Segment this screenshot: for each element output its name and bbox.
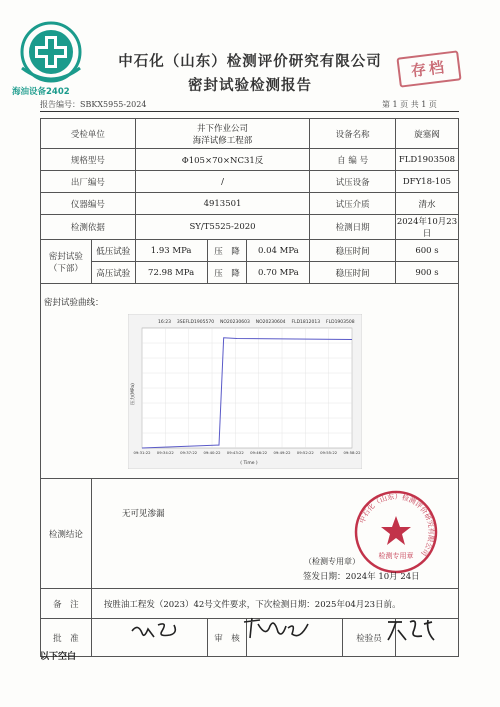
official-seal	[352, 488, 440, 576]
company-logo	[12, 18, 90, 86]
pressure-drop-value: 0.04 MPa	[247, 240, 310, 262]
remark-label: 备 注	[41, 589, 92, 619]
self-number-label: 自 编 号	[310, 149, 396, 171]
x-tick-label: 09:31:22	[133, 450, 151, 455]
hold-time-value: 600 s	[395, 240, 458, 262]
x-tick-label: 09:55:22	[320, 450, 338, 455]
chart-x-label: ( Time )	[240, 461, 258, 466]
spec-value: Φ105×70×NC31反	[135, 149, 310, 171]
client-line-2: 海洋试修工程部	[192, 135, 253, 146]
basis-value: SY/T5525-2020	[135, 215, 310, 240]
test-medium-label: 试压介质	[310, 193, 396, 215]
test-pressure: 72.98 MPa	[135, 262, 207, 284]
stamp-caption: （检测专用章）	[304, 557, 360, 566]
x-tick-label: 09:58:22	[343, 450, 361, 455]
conclusion-label: 检测结论	[41, 479, 92, 589]
seal-inner-text: 检测专用章	[378, 552, 414, 560]
x-tick-label: 09:52:22	[296, 450, 314, 455]
instrument-number-value: 4913501	[135, 193, 310, 215]
conclusion-text: 无可见渗漏	[122, 509, 165, 519]
spec-label: 规格型号	[41, 149, 136, 171]
chart-header-text: 16:23 3SEFLD1905570 NO20230603 NO20230604 FLD1812013 FLD1903508	[158, 320, 355, 325]
chart-y-label: 压力(MPa)	[131, 383, 136, 405]
header-divider	[40, 111, 459, 112]
basis-label: 检测依据	[41, 215, 136, 240]
pressure-drop-label: 压 降	[207, 240, 247, 262]
seal-test-label-line-2: （下部）	[48, 263, 83, 274]
x-tick-label: 09:46:22	[250, 450, 268, 455]
issue-date: 签发日期：2024年 10月 24日	[303, 572, 420, 582]
test-equipment-value: DFY18-105	[395, 171, 458, 193]
device-label: 设备名称	[310, 119, 396, 149]
device-value: 旋塞阀	[395, 119, 458, 149]
report-number: 报告编号：SBKX5955-2024	[40, 100, 147, 109]
test-equipment-label: 试压设备	[310, 171, 396, 193]
hold-time-label: 稳压时间	[310, 240, 396, 262]
client-label: 受检单位	[41, 119, 136, 149]
hold-time-value: 900 s	[395, 262, 458, 284]
logo-caption: 海油设备2402	[12, 87, 70, 97]
self-number-value: FLD1903508	[395, 149, 458, 171]
page-number: 第 1 页 共 1 页	[382, 100, 437, 109]
client-value	[135, 119, 310, 149]
test-medium-value: 清水	[395, 193, 458, 215]
factory-number-label: 出厂编号	[41, 171, 136, 193]
approve-label: 批 准	[41, 619, 92, 657]
test-date-label: 检测日期	[310, 215, 396, 240]
end-of-report-note: 以下空白	[40, 652, 77, 662]
document-title: 密封试验检测报告	[188, 77, 312, 94]
instrument-number-label: 仪器编号	[41, 193, 136, 215]
inspector-label: 检验员	[343, 619, 396, 657]
archive-stamp: 存档	[396, 50, 461, 87]
x-tick-label: 09:43:22	[226, 450, 244, 455]
test-pressure: 1.93 MPa	[135, 240, 207, 262]
approver-signature	[128, 617, 188, 643]
x-tick-label: 09:40:22	[203, 450, 221, 455]
pressure-drop-label: 压 降	[207, 262, 247, 284]
seal-test-section-label	[41, 240, 92, 284]
seal-ring-text: 中石化（山东）检测评价研究有限公司	[358, 492, 436, 558]
test-name: 高压试验	[91, 262, 135, 284]
pressure-curve-chart	[128, 314, 362, 469]
seal-test-label-line-1: 密封试验	[48, 251, 83, 262]
x-tick-label: 09:37:22	[180, 450, 198, 455]
test-date-value: 2024年10月23日	[395, 215, 458, 240]
remark-text: 按胜油工程发（2023）42号文件要求，下次检测日期：2025年04月23日前。	[91, 589, 458, 619]
pressure-drop-value: 0.70 MPa	[247, 262, 310, 284]
review-label: 审 核	[207, 619, 247, 657]
factory-number-value: /	[135, 171, 310, 193]
inspector-signature	[384, 616, 440, 644]
organization-title: 中石化（山东）检测评价研究有限公司	[118, 53, 382, 70]
test-name: 低压试验	[91, 240, 135, 262]
hold-time-label: 稳压时间	[310, 262, 396, 284]
reviewer-signature	[240, 614, 312, 642]
x-tick-label: 09:49:22	[273, 450, 291, 455]
client-line-1: 井下作业公司	[197, 123, 249, 134]
x-tick-label: 09:34:22	[156, 450, 174, 455]
curve-label: 密封试验曲线：	[44, 298, 104, 308]
